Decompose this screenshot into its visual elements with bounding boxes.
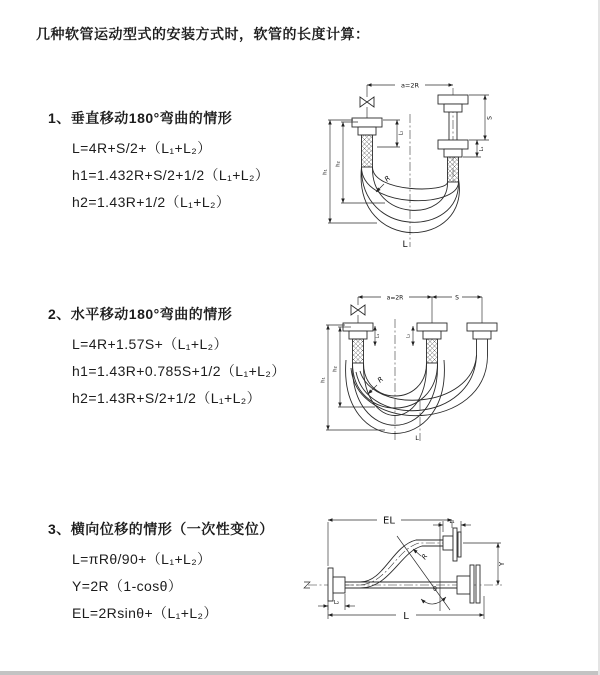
section-1-heading: 1、垂直移动180°弯曲的情形 — [48, 110, 233, 126]
formula-line: h2=1.43R+1/2（L₁+L₂） — [72, 194, 231, 210]
moved-end-flange — [443, 528, 461, 561]
hose-curves — [346, 355, 488, 434]
diagram-vertical-180-bend — [315, 72, 550, 262]
dim-label-el: EL — [383, 515, 395, 527]
dimension-s — [469, 95, 494, 140]
radius-callout — [413, 549, 430, 561]
dimension-l2 — [318, 594, 355, 610]
right-flange-original-position — [457, 565, 480, 603]
angle-construction — [397, 522, 450, 611]
dimension-travel-s — [432, 293, 482, 302]
formula-line: Y=2R（1-cosθ） — [72, 578, 183, 594]
dimension-l1 — [375, 326, 381, 346]
dim-label-l2: L₂ — [406, 333, 412, 339]
dimension-a2r — [358, 293, 432, 302]
dim-label-h2: h₂ — [335, 161, 342, 167]
dim-label-l1: L₁ — [376, 333, 381, 339]
diagram-horizontal-180-bend — [313, 283, 598, 453]
radius-callout — [376, 174, 392, 192]
dim-label-a2r: a=2R — [386, 294, 404, 302]
section-3-heading: 3、横向位移的情形（一次性变位） — [48, 521, 274, 537]
valve-icon — [351, 297, 365, 323]
dim-label-length: L — [415, 434, 419, 442]
dim-label-theta: θ — [433, 586, 437, 593]
formula-line: L=4R+S/2+（L₁+L₂） — [72, 140, 212, 156]
dimension-l2 — [406, 326, 414, 346]
valve-icon — [360, 85, 374, 118]
s-curve-hose — [345, 540, 443, 588]
dim-label-l2: L₂ — [333, 600, 340, 606]
left-fitting — [343, 323, 373, 363]
dim-label-h1: h₁ — [320, 377, 327, 383]
left-flange — [328, 568, 345, 601]
dim-label-length: L — [403, 611, 409, 622]
dim-label-r: R — [383, 174, 393, 184]
formula-line: h1=1.432R+S/2+1/2（L₁+L₂） — [72, 167, 270, 183]
dim-label-h2: h₂ — [332, 366, 339, 372]
formula-line: L=4R+1.57S+（L₁+L₂） — [72, 336, 228, 352]
diagram-lateral-displacement — [300, 498, 595, 648]
dim-label-length: L — [402, 240, 408, 250]
section-vertical-180 — [48, 108, 269, 216]
dim-label-r: R — [376, 375, 386, 385]
dim-label-l2: L₂ — [398, 130, 405, 136]
section-lateral — [48, 519, 274, 627]
scan-bottom-edge — [0, 671, 600, 675]
dim-label-y: Y — [498, 561, 506, 567]
dimension-length — [328, 596, 484, 622]
formula-line: EL=2Rsinθ+（L₁+L₂） — [72, 605, 218, 621]
dim-label-s: S — [486, 116, 494, 120]
dim-label-h1: h₁ — [322, 169, 329, 175]
right-fitting — [467, 323, 497, 355]
page-title: 几种软管运动型式的安装方式时，软管的长度计算： — [36, 26, 370, 42]
formula-line: h1=1.43R+0.785S+1/2（L₁+L₂） — [72, 363, 286, 379]
dim-label-l1: L₁ — [479, 146, 485, 152]
dim-label-a2r: a=2R — [400, 81, 420, 90]
section-2-heading: 2、水平移动180°弯曲的情形 — [48, 306, 233, 322]
section-horizontal-180 — [48, 304, 286, 412]
left-fitting — [352, 118, 382, 167]
formula-line: L=πRθ/90+（L₁+L₂） — [72, 551, 212, 567]
dim-label-s: S — [455, 294, 459, 302]
dim-label-l1: L₁ — [449, 519, 455, 525]
dim-label-r: R — [420, 552, 430, 562]
middle-fitting — [417, 323, 447, 363]
dimension-a2r — [367, 81, 453, 90]
formula-line: h2=1.43R+S/2+1/2（L₁+L₂） — [72, 390, 262, 406]
